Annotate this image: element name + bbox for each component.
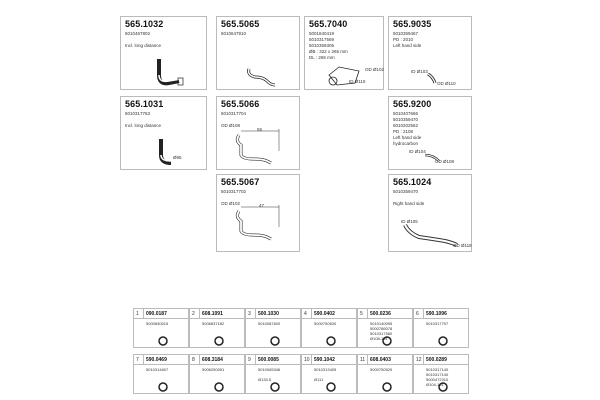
accessory-details: 5010087600 [258,321,281,326]
part-details: 5010647910 [221,31,247,36]
dim-label: OD Ø102 [365,67,385,72]
accessory-icon [210,381,228,393]
divider [199,309,200,318]
accessory-cell[interactable] [189,308,245,348]
dim-label: Ø95 [173,155,182,160]
accessory-cell[interactable] [301,354,357,394]
divider [311,355,312,364]
accessory-number: 1 [136,310,139,317]
part-code: 565.9200 [393,99,432,109]
part-card[interactable] [216,16,300,90]
dim-label: OD Ø108 [435,159,455,164]
accessory-cell[interactable] [301,308,357,348]
accessory-number: 2 [192,310,195,317]
accessory-icon [154,335,172,347]
accessory-number: 9 [248,356,251,363]
pipe-drawing [153,137,189,167]
accessory-number: 12 [416,356,422,363]
accessory-header [302,309,356,319]
dim-label: OD Ø110 [437,81,456,86]
part-code: 565.5067 [221,177,260,187]
accessory-cell[interactable] [133,354,189,394]
divider [255,309,256,318]
accessory-icon [378,335,396,347]
part-code: 565.1024 [393,177,432,187]
part-details: 5010359470 Right hand side [393,189,425,206]
accessory-header [190,309,244,319]
part-code: 565.1032 [125,19,164,29]
pipe-drawing [231,127,283,167]
accessory-details: 5010317140 5010317140 5000472310 Ø104-101 [426,367,449,387]
muffler-drawing [325,63,365,89]
accessory-cell[interactable] [133,308,189,348]
accessory-cell[interactable] [357,308,413,348]
accessory-code: 608.0403 [370,356,391,363]
accessory-icon [434,381,452,393]
dim-label: ID Ø104 [409,149,426,154]
accessory-details: 5010317797 [426,321,449,326]
accessory-header [134,309,188,319]
accessory-header [134,355,188,365]
accessory-icon [322,381,340,393]
accessory-details: 5006837182 [202,321,225,326]
accessory-header [414,355,468,365]
part-details: 5010317702 OD Ø102 [221,189,247,206]
accessory-icon [154,381,172,393]
accessory-code: 608.3184 [202,356,223,363]
accessory-details: 5000750630 [314,321,337,326]
accessory-header [246,309,300,319]
divider [423,355,424,364]
part-details: 5010359467 PD : 2010 Left hand side [393,31,422,48]
part-code: 565.1031 [125,99,164,109]
accessory-code: 500.1030 [258,310,279,317]
divider [367,309,368,318]
accessory-code: 090.0187 [146,310,167,317]
accessory-header [358,355,412,365]
part-card[interactable] [120,96,207,170]
accessory-details: 5010314607 [146,367,169,372]
accessory-code: 500.0236 [370,310,391,317]
part-details: 5010407666 5010359470 5010202562 PD : 2108 Left hand side hydrocarbon [393,111,422,146]
accessory-code: 590.0469 [146,356,167,363]
part-card[interactable] [388,174,472,252]
accessory-icon [266,381,284,393]
divider [311,309,312,318]
accessory-code: 500.0085 [258,356,279,363]
accessory-icon [434,335,452,347]
accessory-header [246,355,300,365]
part-details: 5010317704 OD Ø108 [221,111,247,128]
part-card[interactable] [120,16,207,90]
pipe-drawing [245,65,285,89]
pipe-drawing [231,203,283,243]
accessory-number: 5 [360,310,363,317]
divider [367,355,368,364]
accessory-header [190,355,244,365]
accessory-number: 3 [248,310,251,317]
dim-label: ID Ø103 [411,69,428,74]
part-card[interactable] [216,96,300,170]
accessory-code: 590.1042 [314,356,335,363]
part-code: 565.7040 [309,19,348,29]
divider [143,309,144,318]
divider [199,355,200,364]
accessory-number: 7 [136,356,139,363]
accessory-details: 5000750529 [370,367,393,372]
accessory-number: 4 [304,310,307,317]
dim-label: ID Ø110 [349,79,366,84]
accessory-header [358,309,412,319]
part-card[interactable] [388,16,472,90]
accessory-code: 590.0402 [314,310,335,317]
accessory-cell[interactable] [189,354,245,394]
accessory-details: 5010065346 Ø133.5 [258,367,281,382]
accessory-icon [266,335,284,347]
dim-label: 55 [257,127,263,132]
part-details: 5001840419 5010317569 5010359305 ØB : 322 x 265 mm DL : 265 mm [309,31,348,60]
part-code: 565.9035 [393,19,432,29]
accessory-number: 6 [416,310,419,317]
divider [423,309,424,318]
part-card[interactable] [388,96,472,170]
accessory-header [414,309,468,319]
accessory-details: 5006250051 [202,367,225,372]
part-details: 5010317763 Incl. long distance [125,111,162,128]
divider [143,355,144,364]
accessory-icon [378,381,396,393]
accessory-number: 8 [192,356,195,363]
part-code: 565.5066 [221,99,260,109]
pipe-drawing [151,57,191,89]
divider [255,355,256,364]
accessory-cell[interactable] [245,354,301,394]
accessory-details: 5010313405 Ø111 [314,367,337,382]
dim-label: 47 [259,203,265,208]
part-code: 565.5065 [221,19,260,29]
accessory-code: 608.1091 [202,310,223,317]
accessory-cell[interactable] [245,308,301,348]
accessory-details: 5000830015 [146,321,169,326]
accessory-cell[interactable] [413,308,469,348]
part-card[interactable] [216,174,300,252]
accessory-icon [322,335,340,347]
accessory-number: 10 [304,356,310,363]
part-details: 5010467802 Incl. long distance [125,31,162,48]
accessory-cell[interactable] [357,354,413,394]
accessory-code: 500.0289 [426,356,447,363]
accessory-code: 590.1096 [426,310,447,317]
accessory-number: 11 [360,356,366,363]
part-card[interactable] [304,16,384,90]
accessory-icon [210,335,228,347]
accessory-details: 5010140095 5000786078 5010317580 Ø108-114 [370,321,393,341]
accessory-header [302,355,356,365]
dim-label: ID Ø105 [401,219,418,224]
dim-label: OD Ø118 [453,243,472,248]
accessory-cell[interactable] [413,354,469,394]
